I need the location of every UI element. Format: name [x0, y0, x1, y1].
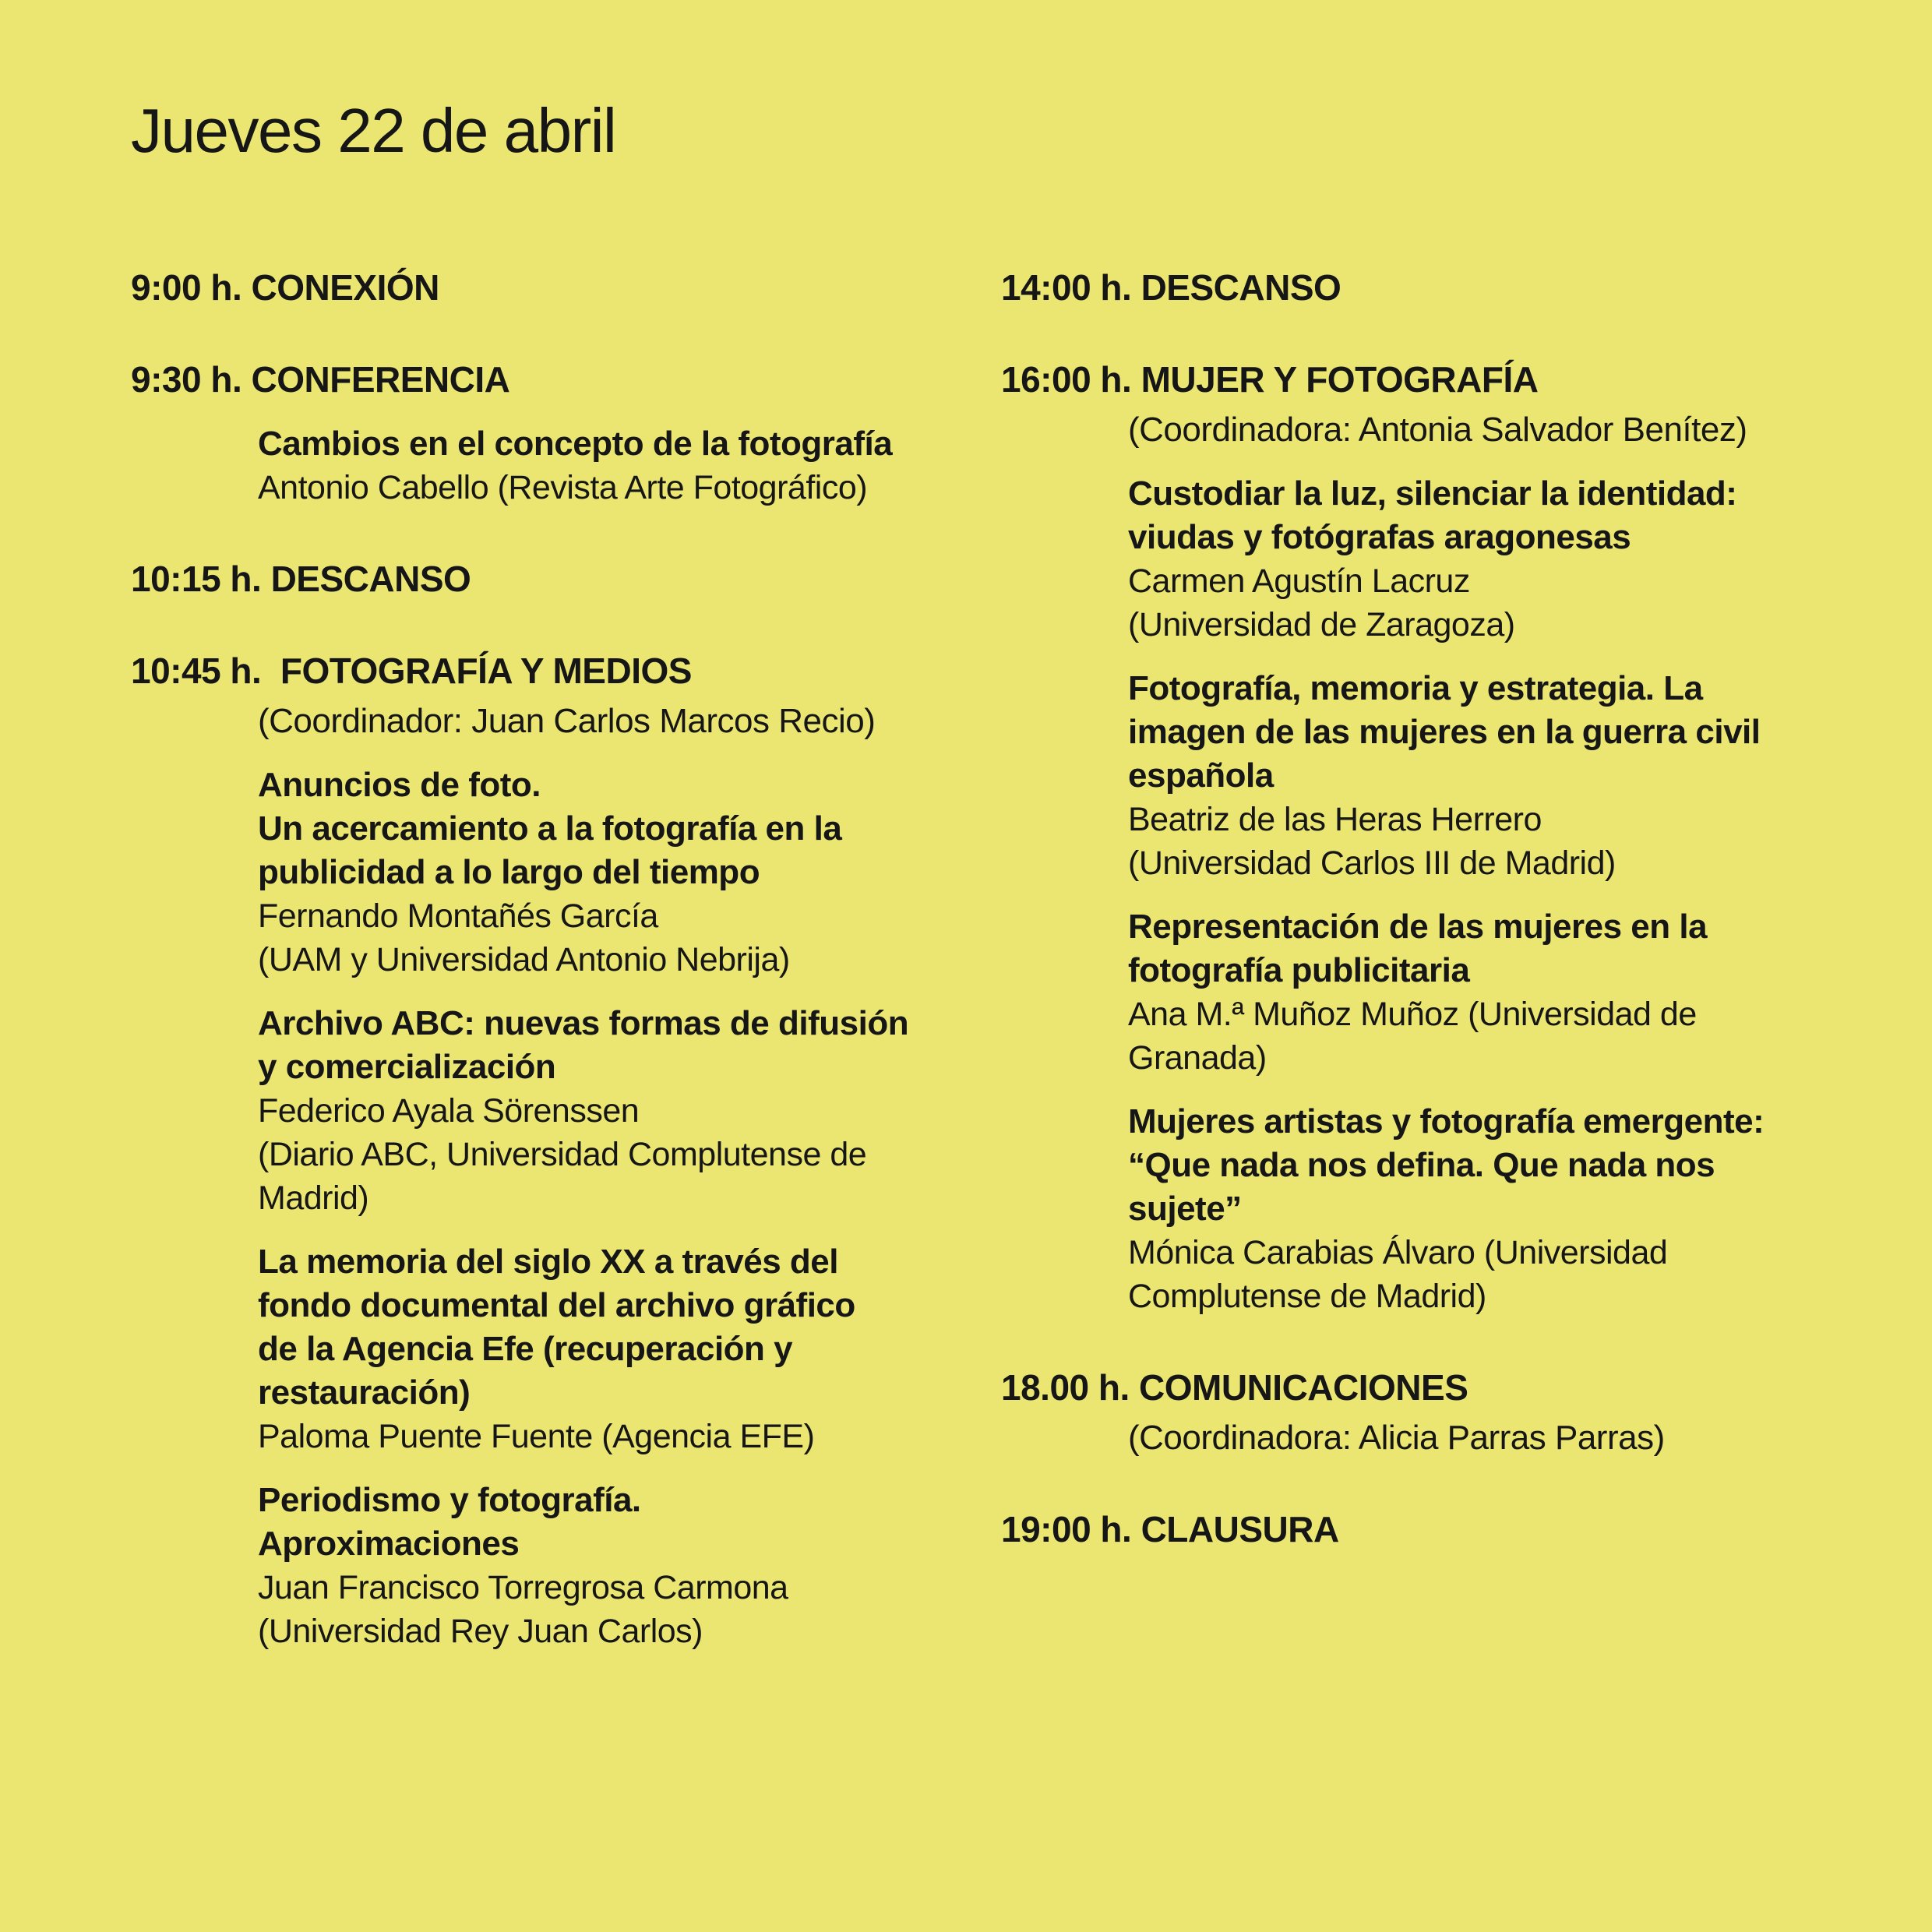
session	[1128, 905, 1839, 1080]
session	[258, 1479, 1001, 1653]
entry-body	[1001, 408, 1839, 1318]
session	[258, 1240, 1001, 1458]
schedule-entry	[131, 648, 1001, 1653]
speaker-line: (UAM y Universidad Antonio Nebrija)	[258, 941, 790, 978]
entry-time-label: 9:30 h. CONFERENCIA	[131, 359, 510, 400]
session-title	[258, 763, 1001, 894]
schedule-entry	[1001, 1365, 1839, 1460]
schedule-entry	[131, 556, 1001, 601]
schedule-entry	[131, 357, 1001, 509]
speaker-line: Mónica Carabias Álvaro (Universidad	[1128, 1234, 1668, 1271]
session-title-line: fotografía publicitaria	[1128, 951, 1470, 989]
schedule-entry	[131, 265, 1001, 310]
session-title-line: Aproximaciones	[258, 1525, 520, 1563]
session-title-line: Anuncios de foto.	[258, 766, 541, 804]
session-speaker	[1128, 1231, 1839, 1318]
entry-time-label: 10:15 h. DESCANSO	[131, 559, 471, 599]
session-title-line: Mujeres artistas y fotografía emergente:	[1128, 1102, 1765, 1141]
session-speaker	[258, 466, 1001, 509]
session-title	[1128, 472, 1839, 559]
speaker-line: Paloma Puente Fuente (Agencia EFE)	[258, 1418, 815, 1455]
session-title-line: Cambios en el concepto de la fotografía	[258, 425, 893, 463]
session-title	[258, 1240, 1001, 1415]
speaker-line: Complutense de Madrid)	[1128, 1278, 1486, 1315]
session-title-line: de la Agencia Efe (recuperación y	[258, 1330, 793, 1368]
entry-body	[131, 700, 1001, 1653]
session-title-line: viudas y fotógrafas aragonesas	[1128, 518, 1631, 556]
session-speaker	[258, 1566, 1001, 1653]
entry-time-label: 16:00 h. MUJER Y FOTOGRAFÍA	[1001, 359, 1539, 400]
session-title-line: La memoria del siglo XX a través del	[258, 1243, 838, 1281]
entry-time-label: 18.00 h. COMUNICACIONES	[1001, 1367, 1468, 1408]
session-title-line: y comercialización	[258, 1048, 556, 1086]
speaker-line: Beatriz de las Heras Herrero	[1128, 801, 1542, 838]
speaker-line: (Universidad Rey Juan Carlos)	[258, 1613, 703, 1650]
speaker-line: Antonio Cabello (Revista Arte Fotográfico)	[258, 469, 868, 506]
session-title-line: Representación de las mujeres en la	[1128, 908, 1708, 946]
session	[1128, 667, 1839, 885]
speaker-line: Carmen Agustín Lacruz	[1128, 562, 1470, 600]
session	[258, 763, 1001, 982]
entry-time-label: 10:45 h. FOTOGRAFÍA Y MEDIOS	[131, 650, 692, 691]
entry-time-label: 14:00 h. DESCANSO	[1001, 267, 1341, 308]
speaker-line: Ana M.ª Muñoz Muñoz (Universidad de Granada)	[1128, 996, 1706, 1077]
entry-time-label: 19:00 h. CLAUSURA	[1001, 1509, 1339, 1549]
schedule-column	[131, 265, 1001, 1653]
schedule	[131, 265, 1839, 1653]
session-title	[1128, 667, 1839, 798]
session-speaker	[1128, 798, 1839, 885]
session-title-line: Fotografía, memoria y estrategia. La	[1128, 669, 1703, 707]
session-title-line: imagen de las mujeres en la guerra civil	[1128, 713, 1761, 751]
session-speaker	[258, 894, 1001, 982]
session-title-line: Custodiar la luz, silenciar la identidad:	[1128, 474, 1737, 513]
speaker-line: (Universidad Carlos III de Madrid)	[1128, 844, 1616, 882]
entry-time-label: 9:00 h. CONEXIÓN	[131, 267, 439, 308]
session-speaker	[1128, 559, 1839, 647]
page-title: Jueves 22 de abril	[131, 96, 616, 165]
speaker-line: (Diario ABC, Universidad Complutense de	[258, 1136, 867, 1173]
session-title-line: publicidad a lo largo del tiempo	[258, 853, 760, 891]
session-title-line: sujete”	[1128, 1190, 1242, 1228]
entry-body	[131, 422, 1001, 509]
speaker-line: Federico Ayala Sörenssen	[258, 1092, 640, 1130]
session-title	[1128, 905, 1839, 992]
speaker-line: Madrid)	[258, 1179, 369, 1217]
session-speaker	[258, 1089, 1001, 1220]
speaker-line: Juan Francisco Torregrosa Carmona	[258, 1569, 788, 1606]
schedule-entry	[1001, 1507, 1839, 1552]
session-title-line: Archivo ABC: nuevas formas de difusión	[258, 1004, 909, 1042]
speaker-line: (Universidad de Zaragoza)	[1128, 606, 1515, 643]
speaker-line: Fernando Montañés García	[258, 897, 658, 935]
session-title-line: restauración)	[258, 1373, 471, 1412]
schedule-entry	[1001, 357, 1839, 1318]
schedule-column	[1001, 265, 1839, 1552]
session	[258, 422, 1001, 509]
session	[1128, 472, 1839, 647]
schedule-entry	[1001, 265, 1839, 310]
session-title	[258, 1002, 1001, 1089]
session-title	[258, 1479, 1001, 1566]
entry-coordinator: (Coordinadora: Antonia Salvador Benítez)	[1128, 411, 1747, 449]
session-title-line: Periodismo y fotografía.	[258, 1481, 641, 1519]
session-title-line: “Que nada nos defina. Que nada nos	[1128, 1146, 1715, 1184]
session-title	[258, 422, 1001, 466]
session-title-line: fondo documental del archivo gráfico	[258, 1286, 855, 1324]
session-speaker	[258, 1415, 1001, 1458]
session-title-line: Un acercamiento a la fotografía en la	[258, 809, 842, 848]
session-speaker	[1128, 992, 1839, 1080]
entry-body	[1001, 1416, 1839, 1460]
session-title	[1128, 1100, 1839, 1231]
session	[258, 1002, 1001, 1220]
entry-coordinator: (Coordinador: Juan Carlos Marcos Recio)	[258, 702, 876, 740]
session	[1128, 1100, 1839, 1318]
session-title-line: española	[1128, 756, 1274, 795]
entry-coordinator: (Coordinadora: Alicia Parras Parras)	[1128, 1419, 1665, 1457]
